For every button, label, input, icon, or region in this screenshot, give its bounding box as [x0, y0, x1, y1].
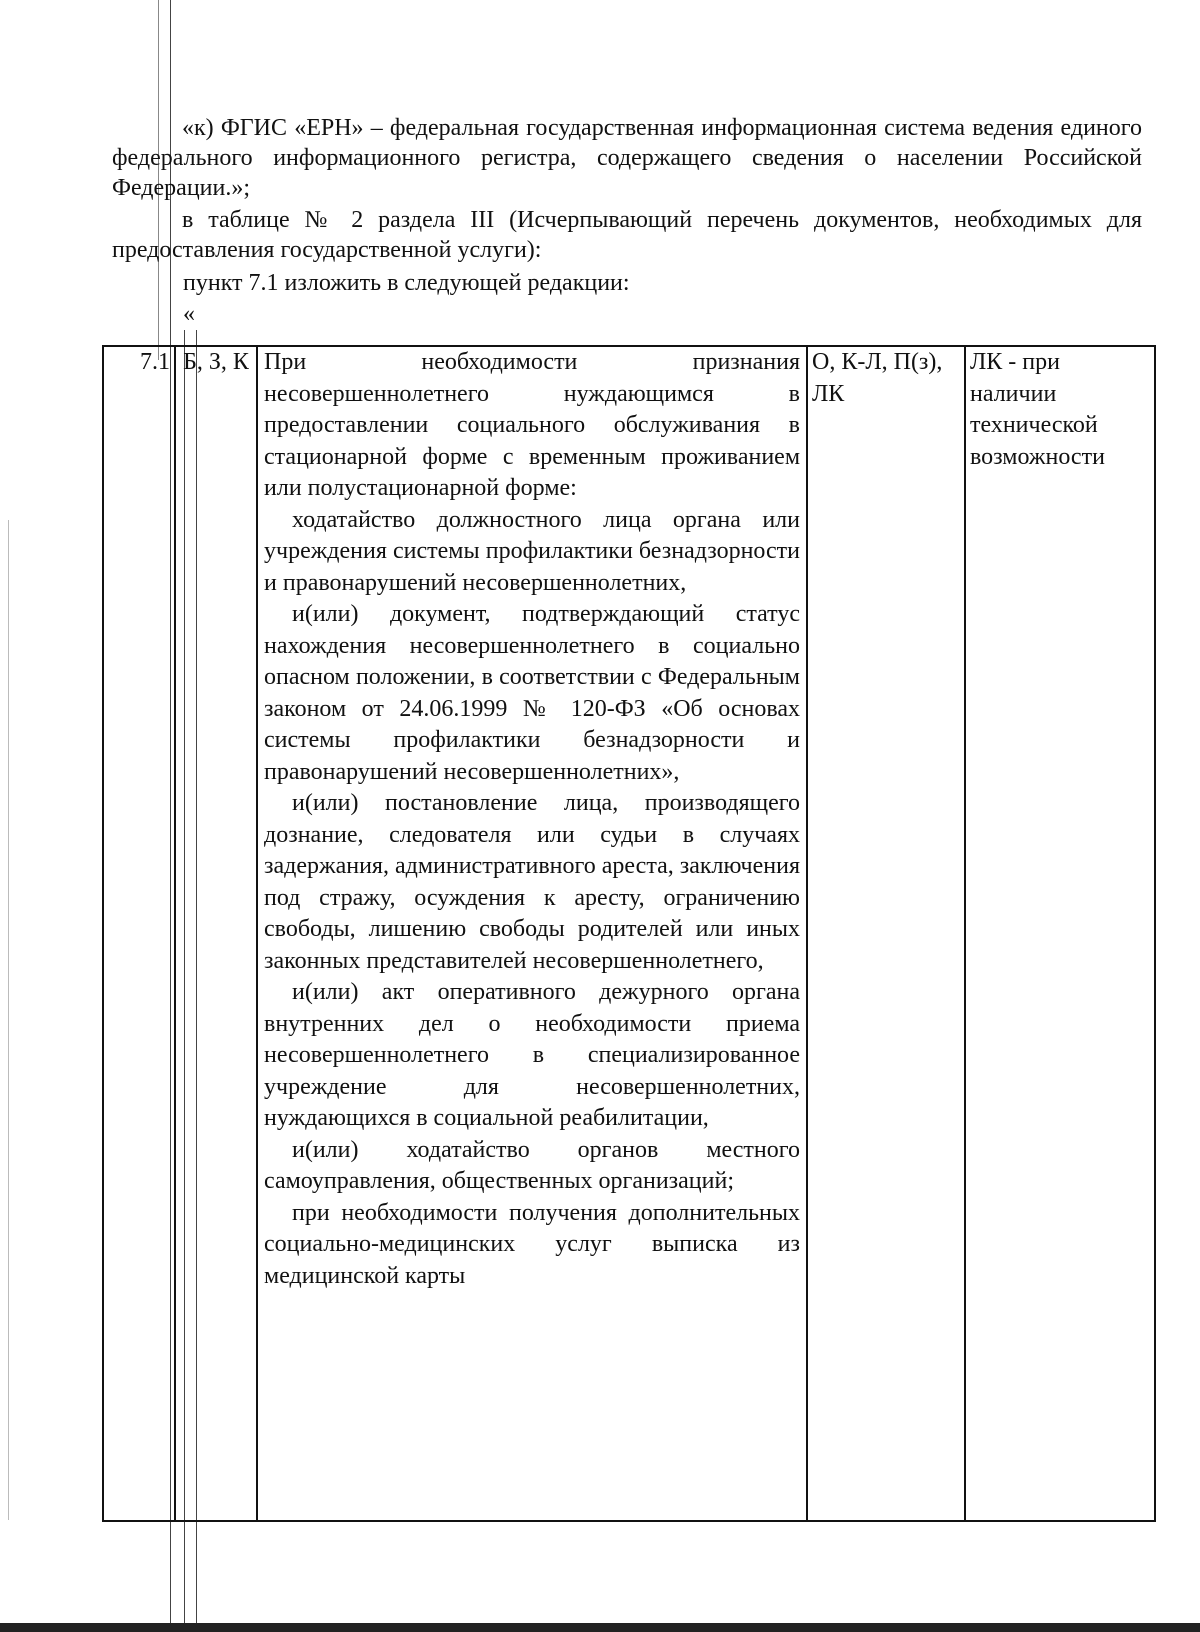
description-paragraph: и(или) постановление лица, производящего дознание, следователя или судьи в случаях задержания, административного ареста, заключения под стражу, осуждения к аресту, ограничению свободы, лишению свободы родителей или иных законных представителей несовершеннолетнего, [264, 790, 800, 974]
note-cell [965, 346, 1155, 1521]
description-cell [257, 346, 807, 1521]
description-paragraph: ходатайство должностного лица органа или учреждения системы профилактики безнадзорности и правонарушений несовершеннолетних, [264, 506, 800, 596]
codes-cell [175, 346, 257, 1521]
row-codes: Б, З, К [183, 349, 249, 375]
scan-artifact-line [8, 520, 9, 1520]
description-paragraph: при необходимости получения дополнительных социально-медицинских услуг выписка из медицинской карты [264, 1199, 800, 1289]
paragraph-table-reference: в таблице № 2 раздела III (Исчерпывающий перечень документов, необходимых для предоставления государственной услуги): [112, 207, 1142, 263]
description-paragraph: и(или) ходатайство органов местного самоуправления, общественных организаций; [264, 1136, 800, 1194]
form-cell [807, 346, 965, 1521]
opening-quote: « [183, 301, 195, 327]
table-row [103, 346, 1155, 1521]
row-note: ЛК - при наличии технической возможности [970, 349, 1105, 470]
row-form: О, К-Л, П(з), ЛК [812, 349, 943, 407]
description-paragraph: и(или) акт оперативного дежурного органа внутренних дел о необходимости приема несовершеннолетнего в специализированное учреждение для несовершеннолетних, нуждающихся в социальной реабилитации, [264, 979, 800, 1131]
row-number: 7.1 [140, 349, 170, 375]
documents-table [102, 345, 1156, 1522]
scan-artifact-bottom-edge [0, 1623, 1200, 1632]
paragraph-edit-instruction: пункт 7.1 изложить в следующей редакции: [183, 270, 630, 296]
row-number-cell [103, 346, 175, 1521]
description-paragraph: и(или) документ, подтверждающий статус нахождения несовершеннолетнего в социально опасном положении, в соответствии с Федеральным законом от 24.06.1999 № 120-ФЗ «Об основах системы профилактики безнадзорности и правонарушений несовершеннолетних», [264, 601, 800, 785]
description-paragraph: При необходимости признания несовершеннолетнего нуждающимся в предоставлении социального обслуживания в стационарной форме с временным проживанием или полустационарной форме: [264, 349, 800, 501]
paragraph-ern-definition: «к) ФГИС «ЕРН» – федеральная государственная информационная система ведения единого федерального информационного регистра, содержащего сведения о населении Российской Федерации.»; [112, 115, 1142, 201]
